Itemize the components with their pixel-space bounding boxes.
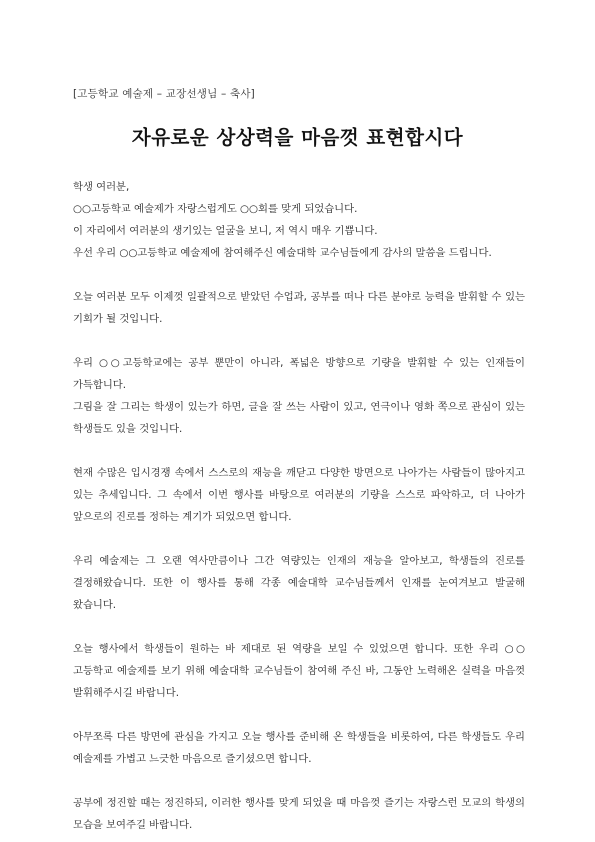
- body-line: 현재 수많은 입시경쟁 속에서 스스로의 재능을 깨닫고 다양한 방면으로 나아가는 사람들이 많아지고 있는 추세입니다. 그 속에서 이번 행사를 바탕으로 여러분의 기량을 스스로 파악하고, 더 나아가 앞으로의 진로를 정하는 계기가 되었으면 합니다.: [73, 467, 525, 523]
- body-line: 오늘 행사에서 학생들이 원하는 바 제대로 된 역량을 보일 수 있었으면 합니다. 또한 우리 ○○고등학교 예술제를 보기 위해 예술대학 교수님들이 참여해 주신 바, 그동안 노력해온 실력을 마음껏 발휘해주시길 바랍니다.: [73, 643, 525, 699]
- paragraph-gap: [73, 440, 525, 462]
- document-body: [73, 176, 525, 836]
- paragraph-opportunity: [73, 286, 525, 330]
- paragraph-closing: [73, 792, 525, 836]
- paragraph-hope: [73, 638, 525, 704]
- body-line: 우선 우리 ○○고등학교 예술제에 참여해주신 예술대학 교수님들에게 감사의 말씀을 드립니다.: [73, 247, 492, 259]
- body-line: ○○고등학교 예술제가 자랑스럽게도 ○○회를 맞게 되었습니다.: [73, 203, 358, 215]
- body-line: 우리 ○○고등학교에는 공부 뿐만이 아니라, 폭넓은 방향으로 기량을 발휘할 수 있는 인재들이 가득합니다.: [73, 357, 525, 391]
- paragraph-enjoy: [73, 726, 525, 770]
- paragraph-gap: [73, 616, 525, 638]
- body-line: 아무쪼록 다른 방면에 관심을 가지고 오늘 행사를 준비해 온 학생들을 비롯하여, 다른 학생들도 우리 예술제를 가볍고 느긋한 마음으로 즐기셨으면 합니다.: [73, 731, 525, 765]
- paragraph-gap: [73, 330, 525, 352]
- paragraph-gap: [73, 528, 525, 550]
- body-line: 학생 여러분,: [73, 181, 130, 193]
- paragraph-talents: [73, 352, 525, 440]
- paragraph-trend: [73, 462, 525, 528]
- body-line: 우리 예술제는 그 오랜 역사만큼이나 그간 역량있는 인재의 재능을 알아보고, 학생들의 진로를 결정해왔습니다. 또한 이 행사를 통해 각종 예술대학 교수님들께서 인재를 눈여겨보고 발굴해 왔습니다.: [73, 555, 525, 611]
- body-line: 이 자리에서 여러분의 생기있는 얼굴을 보니, 저 역시 매우 기쁩니다.: [73, 225, 378, 237]
- paragraph-gap: [73, 770, 525, 792]
- body-line: 오늘 여러분 모두 이제껏 일괄적으로 받았던 수업과, 공부를 떠나 다른 분야로 능력을 발휘할 수 있는 기회가 될 것입니다.: [73, 291, 525, 325]
- body-line: 그림을 잘 그리는 학생이 있는가 하면, 글을 잘 쓰는 사람이 있고, 연극이나 영화 쪽으로 관심이 있는 학생들도 있을 것입니다.: [73, 401, 525, 435]
- paragraph-greeting: [73, 176, 525, 264]
- paragraph-gap: [73, 704, 525, 726]
- document-title: 자유로운 상상력을 마음껏 표현합시다: [131, 126, 464, 149]
- paragraph-history: [73, 550, 525, 616]
- document-header: [고등학교 예술제 – 교장선생님 – 축사]: [73, 88, 255, 100]
- body-line: 공부에 정진할 때는 정진하되, 이러한 행사를 맞게 되었을 때 마음껏 즐기는 자랑스런 모교의 학생의 모습을 보여주길 바랍니다.: [73, 797, 525, 831]
- paragraph-gap: [73, 264, 525, 286]
